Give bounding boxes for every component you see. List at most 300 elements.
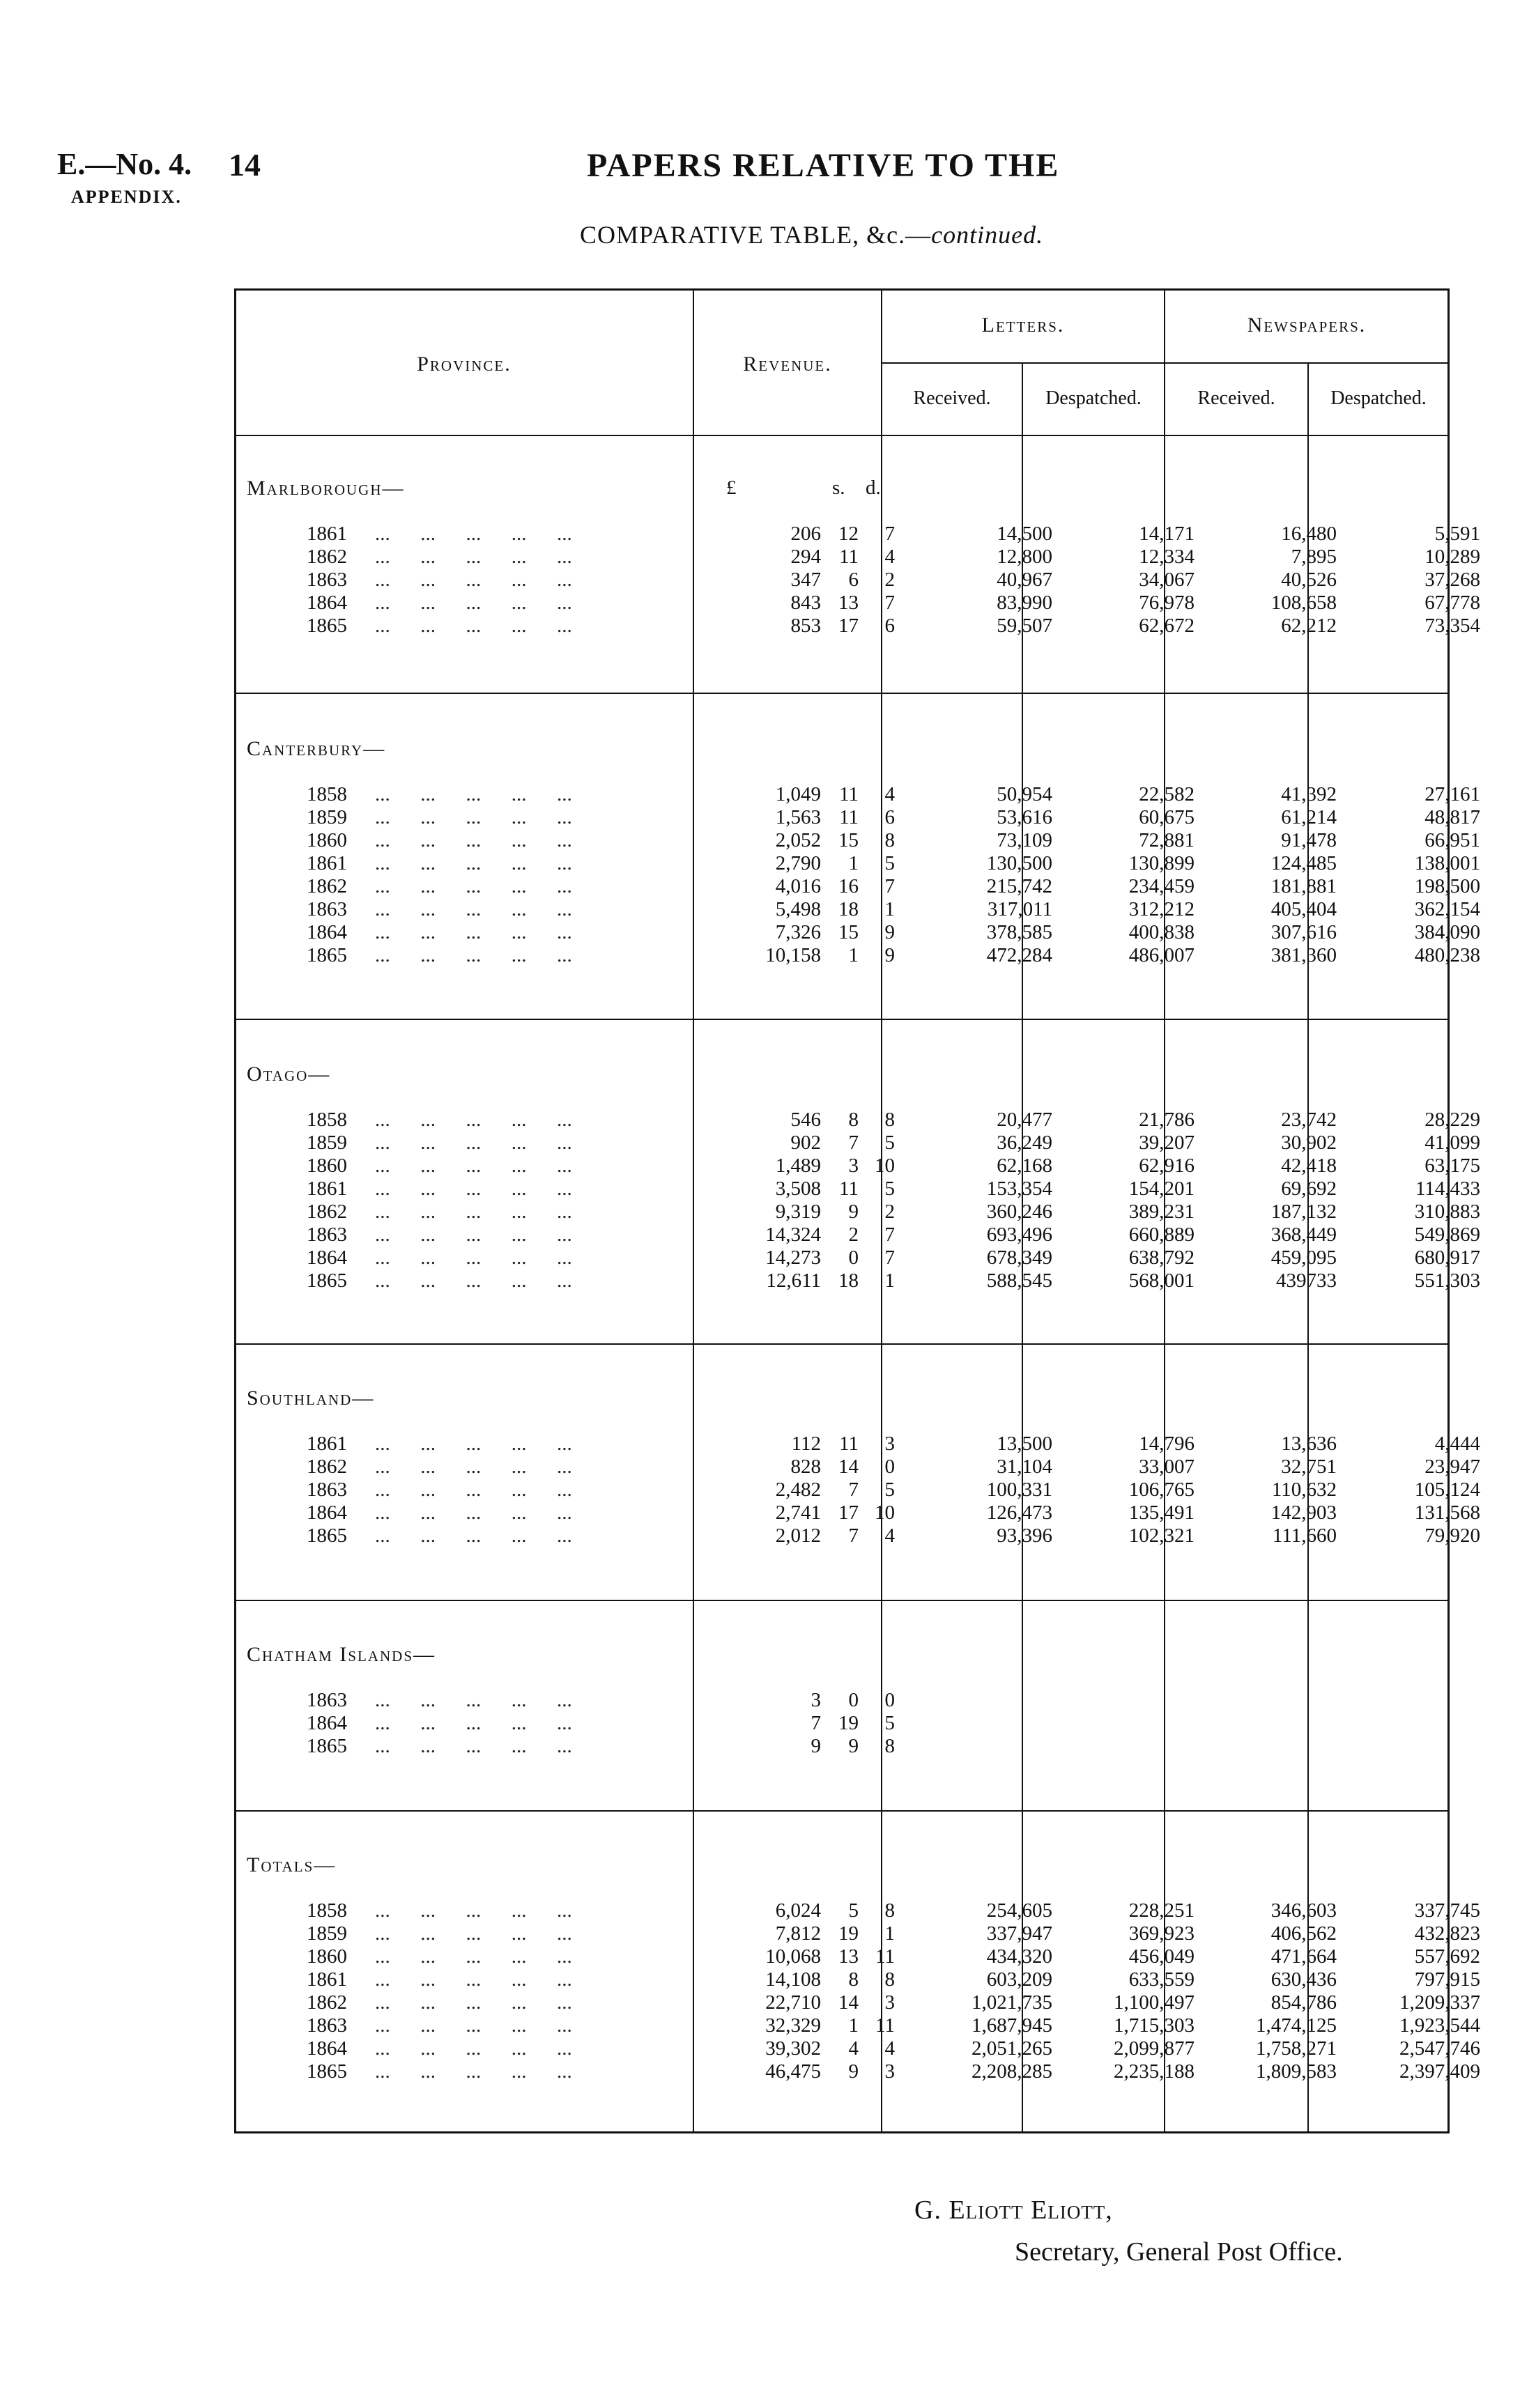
year-cell: 1860 — [307, 1945, 347, 1968]
year-cell: 1862 — [307, 1991, 347, 2014]
letters-received-cell: 50,954 — [997, 783, 1052, 805]
letters-received-cell: 126,473 — [986, 1502, 1052, 1524]
revenue-pence-cell: 4 — [884, 546, 895, 568]
province-name: Otago— — [247, 1063, 331, 1086]
year-cell: 1861 — [307, 1968, 347, 1991]
revenue-pence-cell: 10 — [875, 1155, 895, 1177]
newspapers-received-cell: 1,474,125 — [1256, 2014, 1337, 2037]
newspapers-received-cell: 30,902 — [1281, 1132, 1337, 1154]
letters-received-cell: 1,687,945 — [971, 2014, 1052, 2037]
letters-despatched-cell: 14,171 — [1139, 523, 1195, 545]
revenue-pence-cell: 11 — [875, 2014, 895, 2037]
newspapers-despatched-cell: 337,745 — [1414, 1899, 1480, 1922]
revenue-shillings-cell: 11 — [839, 806, 859, 828]
table-subtitle — [580, 220, 1043, 249]
newspapers-received-cell: 7,895 — [1291, 546, 1337, 568]
newspapers-despatched-cell: 551,303 — [1414, 1269, 1480, 1292]
revenue-shillings-cell: 3 — [848, 1155, 859, 1177]
letters-despatched-cell: 2,099,877 — [1114, 2037, 1195, 2060]
letters-despatched-cell: 638,792 — [1128, 1247, 1195, 1269]
newspapers-received-cell: 16,480 — [1281, 523, 1337, 545]
revenue-pence-cell: 0 — [884, 1456, 895, 1478]
letters-despatched-cell: 369,923 — [1128, 1922, 1195, 1945]
revenue-pounds-cell: 2,482 — [775, 1479, 821, 1501]
year-cell: 1864 — [307, 2037, 347, 2060]
leader-dots: ... ... ... ... ... — [375, 1899, 572, 1922]
letters-received-cell: 2,051,265 — [971, 2037, 1052, 2060]
revenue-pence-cell: 11 — [875, 1945, 895, 1968]
leader-dots: ... ... ... ... ... — [375, 1991, 572, 2014]
year-cell: 1862 — [307, 546, 347, 568]
letters-despatched-cell: 234,459 — [1128, 875, 1195, 897]
revenue-shillings-cell: 18 — [838, 898, 859, 920]
letters-despatched-cell: 1,100,497 — [1114, 1991, 1195, 2014]
leader-dots: ... ... ... ... ... — [375, 1109, 572, 1131]
letters-received-cell: 1,021,735 — [971, 1991, 1052, 2014]
revenue-pounds-cell: 112 — [791, 1433, 821, 1455]
revenue-pence-cell: 7 — [884, 1247, 895, 1269]
letters-received-cell: 215,742 — [986, 875, 1052, 897]
revenue-pounds-cell: 546 — [790, 1109, 821, 1131]
letters-despatched-cell: 660,889 — [1128, 1224, 1195, 1246]
newspapers-despatched-cell: 37,268 — [1424, 569, 1480, 591]
year-cell: 1862 — [307, 1201, 347, 1223]
page-title: PAPERS RELATIVE TO THE — [587, 147, 1060, 184]
revenue-shillings-cell: 0 — [848, 1689, 859, 1711]
revenue-shillings-cell: 7 — [848, 1132, 859, 1154]
letters-despatched-cell: 312,212 — [1128, 898, 1195, 920]
leader-dots: ... ... ... ... ... — [375, 2037, 572, 2060]
letters-received-cell: 378,585 — [986, 921, 1052, 943]
letters-despatched-cell: 21,786 — [1139, 1109, 1195, 1131]
letters-received-cell: 31,104 — [997, 1456, 1052, 1478]
leader-dots: ... ... ... ... ... — [375, 569, 572, 591]
revenue-shillings-cell: 0 — [848, 1247, 859, 1269]
letters-received-cell: 93,396 — [997, 1525, 1052, 1547]
revenue-shillings-cell: 13 — [838, 1945, 859, 1968]
newspapers-despatched-cell: 138,001 — [1414, 852, 1480, 874]
year-cell: 1861 — [307, 1433, 347, 1455]
year-cell: 1863 — [307, 2014, 347, 2037]
newspapers-despatched-cell: 41,099 — [1424, 1132, 1480, 1154]
year-cell: 1858 — [307, 783, 347, 805]
letters-despatched-cell: 106,765 — [1128, 1479, 1195, 1501]
year-cell: 1865 — [307, 1525, 347, 1547]
newspapers-received-cell: 41,392 — [1281, 783, 1337, 805]
revenue-pounds-cell: 3 — [811, 1689, 821, 1711]
letters-received-cell: 62,168 — [997, 1155, 1052, 1177]
letters-despatched-cell: 76,978 — [1139, 592, 1195, 614]
table-row — [236, 1968, 1480, 1991]
revenue-pounds-cell: 39,302 — [765, 2037, 821, 2060]
newspapers-despatched-cell: 114,433 — [1415, 1178, 1480, 1200]
leader-dots: ... ... ... ... ... — [375, 875, 572, 897]
year-cell: 1863 — [307, 1689, 347, 1711]
letters-received-cell: 20,477 — [997, 1109, 1052, 1131]
letters-received-cell: 100,331 — [986, 1479, 1052, 1501]
revenue-shillings-cell: 11 — [839, 546, 859, 568]
newspapers-received-cell: 368,449 — [1270, 1224, 1337, 1246]
newspapers-despatched-cell: 48,817 — [1424, 806, 1480, 828]
newspapers-despatched-cell: 480,238 — [1414, 944, 1480, 966]
letters-despatched-cell: 130,899 — [1128, 852, 1195, 874]
letters-despatched-cell: 22,582 — [1139, 783, 1195, 805]
revenue-pence-cell: 7 — [884, 1224, 895, 1246]
revenue-pence-cell: 4 — [884, 1525, 895, 1547]
year-cell: 1865 — [307, 1269, 347, 1292]
letters-despatched-cell: 389,231 — [1128, 1201, 1195, 1223]
newspapers-despatched-cell: 198,500 — [1414, 875, 1480, 897]
newspapers-despatched-cell: 4,444 — [1434, 1433, 1480, 1455]
leader-dots: ... ... ... ... ... — [375, 1178, 572, 1200]
table-row — [236, 852, 1480, 875]
revenue-pounds-cell: 294 — [790, 546, 821, 568]
table-row — [236, 1735, 1448, 1758]
letters-received-cell: 588,545 — [986, 1269, 1052, 1292]
revenue-shillings-cell: 17 — [838, 1502, 859, 1524]
newspapers-despatched-cell: 10,289 — [1424, 546, 1480, 568]
letters-received-cell: 83,990 — [997, 592, 1052, 614]
newspapers-despatched-cell: 131,568 — [1414, 1502, 1480, 1524]
year-cell: 1864 — [307, 1247, 347, 1269]
revenue-pence-cell: 5 — [884, 852, 895, 874]
revenue-pounds-cell: 32,329 — [765, 2014, 821, 2037]
letters-received-cell: 2,208,285 — [971, 2060, 1052, 2083]
table-row — [236, 1502, 1480, 1525]
appendix-label: APPENDIX. — [71, 187, 182, 207]
table-top-rule — [234, 288, 1450, 291]
leader-dots: ... ... ... ... ... — [375, 1132, 572, 1154]
table-row — [236, 592, 1480, 615]
section-rule — [236, 1600, 1448, 1601]
leader-dots: ... ... ... ... ... — [375, 783, 572, 805]
leader-dots: ... ... ... ... ... — [375, 1712, 572, 1734]
revenue-shillings-cell: 14 — [838, 1456, 859, 1478]
letters-despatched-cell: 400,838 — [1128, 921, 1195, 943]
table-row — [236, 944, 1480, 967]
revenue-shillings-cell: 11 — [839, 783, 859, 805]
table-row — [236, 1433, 1480, 1456]
currency-unit-pence: d. — [866, 477, 881, 499]
newspapers-despatched-cell: 105,124 — [1414, 1479, 1480, 1501]
newspapers-received-cell: 142,903 — [1270, 1502, 1337, 1524]
newspapers-received-cell: 1,809,583 — [1256, 2060, 1337, 2083]
leader-dots: ... ... ... ... ... — [375, 2014, 572, 2037]
letters-despatched-cell: 62,672 — [1139, 615, 1195, 637]
revenue-shillings-cell: 9 — [848, 1735, 859, 1757]
leader-dots: ... ... ... ... ... — [375, 546, 572, 568]
newspapers-received-cell: 91,478 — [1281, 829, 1337, 851]
newspapers-received-cell: 13,636 — [1281, 1433, 1337, 1455]
revenue-shillings-cell: 19 — [838, 1712, 859, 1734]
table-row — [236, 829, 1480, 852]
revenue-pence-cell: 3 — [884, 1991, 895, 2014]
revenue-pounds-cell: 2,741 — [775, 1502, 821, 1524]
revenue-shillings-cell: 11 — [839, 1178, 859, 1200]
newspapers-despatched-cell: 66,951 — [1424, 829, 1480, 851]
revenue-pounds-cell: 206 — [790, 523, 821, 545]
revenue-pounds-cell: 2,012 — [775, 1525, 821, 1547]
revenue-pence-cell: 4 — [884, 783, 895, 805]
leader-dots: ... ... ... ... ... — [375, 921, 572, 943]
revenue-shillings-cell: 11 — [839, 1433, 859, 1455]
letters-despatched-cell: 34,067 — [1139, 569, 1195, 591]
revenue-shillings-cell: 8 — [848, 1109, 859, 1131]
year-cell: 1861 — [307, 852, 347, 874]
revenue-pounds-cell: 2,790 — [775, 852, 821, 874]
letters-received-cell: 130,500 — [986, 852, 1052, 874]
revenue-pounds-cell: 853 — [790, 615, 821, 637]
province-name: Chatham Islands— — [247, 1643, 436, 1666]
year-cell: 1864 — [307, 921, 347, 943]
revenue-pounds-cell: 9,319 — [775, 1201, 821, 1223]
newspapers-received-cell: 124,485 — [1270, 852, 1337, 874]
revenue-pence-cell: 6 — [884, 806, 895, 828]
currency-unit-shilling: s. — [832, 477, 845, 499]
newspapers-received-cell: 62,212 — [1281, 615, 1337, 637]
year-cell: 1859 — [307, 1922, 347, 1945]
table-row — [236, 1178, 1480, 1201]
revenue-shillings-cell: 2 — [848, 1224, 859, 1246]
letters-despatched-cell: 14,796 — [1139, 1433, 1195, 1455]
revenue-pounds-cell: 14,273 — [765, 1247, 821, 1269]
letters-despatched-cell: 568,001 — [1128, 1269, 1195, 1292]
newspapers-despatched-cell: 384,090 — [1414, 921, 1480, 943]
revenue-pounds-cell: 1,489 — [775, 1155, 821, 1177]
leader-dots: ... ... ... ... ... — [375, 523, 572, 545]
letters-despatched-cell: 486,007 — [1128, 944, 1195, 966]
leader-dots: ... ... ... ... ... — [375, 1247, 572, 1269]
revenue-shillings-cell: 1 — [848, 852, 859, 874]
letters-despatched-header: Despatched. — [1045, 387, 1142, 409]
year-cell: 1864 — [307, 592, 347, 614]
revenue-pounds-cell: 10,158 — [765, 944, 821, 966]
revenue-shillings-cell: 15 — [838, 921, 859, 943]
revenue-shillings-cell: 16 — [838, 875, 859, 897]
letters-despatched-cell: 154,201 — [1128, 1178, 1195, 1200]
table-row — [236, 1899, 1480, 1922]
newspapers-received-cell: 181,881 — [1270, 875, 1337, 897]
newspapers-despatched-cell: 63,175 — [1424, 1155, 1480, 1177]
revenue-shillings-cell: 17 — [838, 615, 859, 637]
subtitle-continued: continued. — [931, 221, 1044, 249]
revenue-shillings-cell: 4 — [848, 2037, 859, 2060]
table-row — [236, 1479, 1480, 1502]
revenue-pence-cell: 4 — [884, 2037, 895, 2060]
letters-received-cell: 360,246 — [986, 1201, 1052, 1223]
year-cell: 1865 — [307, 615, 347, 637]
newspapers-despatched-cell: 1,209,337 — [1399, 1991, 1480, 2014]
leader-dots: ... ... ... ... ... — [375, 1945, 572, 1968]
newspapers-received-cell: 439733 — [1276, 1269, 1337, 1292]
letters-despatched-cell: 456,049 — [1128, 1945, 1195, 1968]
leader-dots: ... ... ... ... ... — [375, 1224, 572, 1246]
subtitle-main: COMPARATIVE TABLE, &c.— — [580, 221, 932, 249]
year-cell: 1863 — [307, 1479, 347, 1501]
letters-received-cell: 53,616 — [997, 806, 1052, 828]
revenue-pounds-cell: 1,563 — [775, 806, 821, 828]
section-rule — [236, 1810, 1448, 1812]
year-cell: 1865 — [307, 1735, 347, 1757]
table-row — [236, 1155, 1480, 1178]
revenue-pounds-cell: 843 — [790, 592, 821, 614]
table-row — [236, 1525, 1480, 1548]
revenue-shillings-cell: 1 — [848, 2014, 859, 2037]
leader-dots: ... ... ... ... ... — [375, 1525, 572, 1547]
header-subrule — [882, 362, 1448, 364]
letters-despatched-cell: 72,881 — [1139, 829, 1195, 851]
newspapers-received-cell: 471,664 — [1270, 1945, 1337, 1968]
revenue-pounds-cell: 7 — [811, 1712, 821, 1734]
revenue-shillings-cell: 13 — [838, 592, 859, 614]
revenue-pounds-cell: 6,024 — [775, 1899, 821, 1922]
letters-received-cell: 337,947 — [986, 1922, 1052, 1945]
province-column-header: Province. — [417, 353, 512, 376]
letters-despatched-cell: 62,916 — [1139, 1155, 1195, 1177]
revenue-pounds-cell: 3,508 — [775, 1178, 821, 1200]
table-row — [236, 806, 1480, 829]
newspapers-despatched-cell: 67,778 — [1424, 592, 1480, 614]
province-name: Totals— — [247, 1853, 337, 1876]
letters-received-cell: 693,496 — [986, 1224, 1052, 1246]
newspapers-received-cell: 111,660 — [1272, 1525, 1337, 1547]
letters-received-header: Received. — [913, 387, 991, 409]
newspapers-despatched-cell: 27,161 — [1424, 783, 1480, 805]
revenue-pounds-cell: 5,498 — [775, 898, 821, 920]
leader-dots: ... ... ... ... ... — [375, 1433, 572, 1455]
newspapers-despatched-cell: 557,692 — [1414, 1945, 1480, 1968]
leader-dots: ... ... ... ... ... — [375, 898, 572, 920]
revenue-pounds-cell: 14,108 — [765, 1968, 821, 1991]
newspapers-received-cell: 69,692 — [1281, 1178, 1337, 1200]
revenue-pence-cell: 1 — [884, 898, 895, 920]
table-row — [236, 875, 1480, 898]
revenue-pounds-cell: 7,812 — [775, 1922, 821, 1945]
year-cell: 1858 — [307, 1899, 347, 1922]
revenue-shillings-cell: 15 — [838, 829, 859, 851]
table-row — [236, 1224, 1480, 1247]
table-row — [236, 569, 1480, 592]
leader-dots: ... ... ... ... ... — [375, 829, 572, 851]
revenue-pounds-cell: 4,016 — [775, 875, 821, 897]
province-name: Canterbury— — [247, 737, 386, 760]
year-cell: 1862 — [307, 875, 347, 897]
leader-dots: ... ... ... ... ... — [375, 1502, 572, 1524]
newspapers-received-cell: 40,526 — [1281, 569, 1337, 591]
year-cell: 1865 — [307, 2060, 347, 2083]
revenue-pence-cell: 8 — [884, 1735, 895, 1757]
letters-received-cell: 153,354 — [986, 1178, 1052, 1200]
newspapers-despatched-cell: 310,883 — [1414, 1201, 1480, 1223]
revenue-pence-cell: 2 — [884, 569, 895, 591]
year-cell: 1863 — [307, 898, 347, 920]
revenue-pounds-cell: 828 — [790, 1456, 821, 1478]
year-cell: 1863 — [307, 569, 347, 591]
revenue-shillings-cell: 6 — [848, 569, 859, 591]
letters-received-cell: 317,011 — [987, 898, 1052, 920]
newspapers-received-cell: 187,132 — [1270, 1201, 1337, 1223]
revenue-pounds-cell: 1,049 — [775, 783, 821, 805]
letters-received-cell: 472,284 — [986, 944, 1052, 966]
newspapers-despatched-cell: 28,229 — [1424, 1109, 1480, 1131]
revenue-pence-cell: 7 — [884, 523, 895, 545]
table-row — [236, 1201, 1480, 1224]
newspapers-received-cell: 32,751 — [1281, 1456, 1337, 1478]
year-cell: 1859 — [307, 806, 347, 828]
revenue-pounds-cell: 902 — [790, 1132, 821, 1154]
newspapers-received-cell: 459,095 — [1270, 1247, 1337, 1269]
letters-despatched-cell: 102,321 — [1128, 1525, 1195, 1547]
letters-received-cell: 73,109 — [997, 829, 1052, 851]
table-row — [236, 1922, 1480, 1945]
revenue-shillings-cell: 9 — [848, 1201, 859, 1223]
letters-despatched-cell: 33,007 — [1139, 1456, 1195, 1478]
leader-dots: ... ... ... ... ... — [375, 1479, 572, 1501]
table-row — [236, 2014, 1480, 2037]
revenue-shillings-cell: 18 — [838, 1269, 859, 1292]
document-reference: E.—No. 4. — [57, 147, 192, 181]
section-rule — [236, 693, 1448, 694]
table-row — [236, 523, 1480, 546]
letters-despatched-cell: 12,334 — [1139, 546, 1195, 568]
revenue-shillings-cell: 7 — [848, 1525, 859, 1547]
leader-dots: ... ... ... ... ... — [375, 1735, 572, 1757]
signature-name: G. Eliott Eliott, — [914, 2195, 1113, 2225]
leader-dots: ... ... ... ... ... — [375, 944, 572, 966]
letters-received-cell: 603,209 — [986, 1968, 1052, 1991]
revenue-shillings-cell: 5 — [848, 1899, 859, 1922]
newspapers-despatched-header: Despatched. — [1330, 387, 1427, 409]
currency-unit-pound: £ — [726, 477, 737, 499]
revenue-pence-cell: 1 — [884, 1269, 895, 1292]
page-number: 14 — [229, 147, 261, 183]
revenue-pence-cell: 8 — [884, 1109, 895, 1131]
table-row — [236, 783, 1480, 806]
newspapers-despatched-cell: 432,823 — [1414, 1922, 1480, 1945]
newspapers-despatched-cell: 73,354 — [1424, 615, 1480, 637]
newspapers-received-cell: 406,562 — [1270, 1922, 1337, 1945]
revenue-pence-cell: 7 — [884, 875, 895, 897]
leader-dots: ... ... ... ... ... — [375, 852, 572, 874]
table-row — [236, 1109, 1480, 1132]
table-row — [236, 615, 1480, 638]
table-row — [236, 1269, 1480, 1292]
letters-received-cell: 12,800 — [997, 546, 1052, 568]
leader-dots: ... ... ... ... ... — [375, 592, 572, 614]
letters-received-cell: 254,605 — [986, 1899, 1052, 1922]
newspapers-despatched-cell: 362,154 — [1414, 898, 1480, 920]
year-cell: 1861 — [307, 523, 347, 545]
table-row — [236, 1991, 1480, 2014]
letters-received-cell: 678,349 — [986, 1247, 1052, 1269]
revenue-pence-cell: 10 — [875, 1502, 895, 1524]
section-rule — [236, 1019, 1448, 1020]
year-cell: 1859 — [307, 1132, 347, 1154]
revenue-pounds-cell: 46,475 — [765, 2060, 821, 2083]
letters-column-header: Letters. — [981, 314, 1065, 337]
leader-dots: ... ... ... ... ... — [375, 2060, 572, 2083]
revenue-pounds-cell: 12,611 — [766, 1269, 821, 1292]
revenue-shillings-cell: 14 — [838, 1991, 859, 2014]
revenue-pounds-cell: 10,068 — [765, 1945, 821, 1968]
year-cell: 1863 — [307, 1224, 347, 1246]
letters-despatched-cell: 60,675 — [1139, 806, 1195, 828]
revenue-pence-cell: 0 — [884, 1689, 895, 1711]
table-row — [236, 1132, 1480, 1155]
revenue-pence-cell: 5 — [884, 1132, 895, 1154]
year-cell: 1864 — [307, 1502, 347, 1524]
newspapers-despatched-cell: 23,947 — [1424, 1456, 1480, 1478]
